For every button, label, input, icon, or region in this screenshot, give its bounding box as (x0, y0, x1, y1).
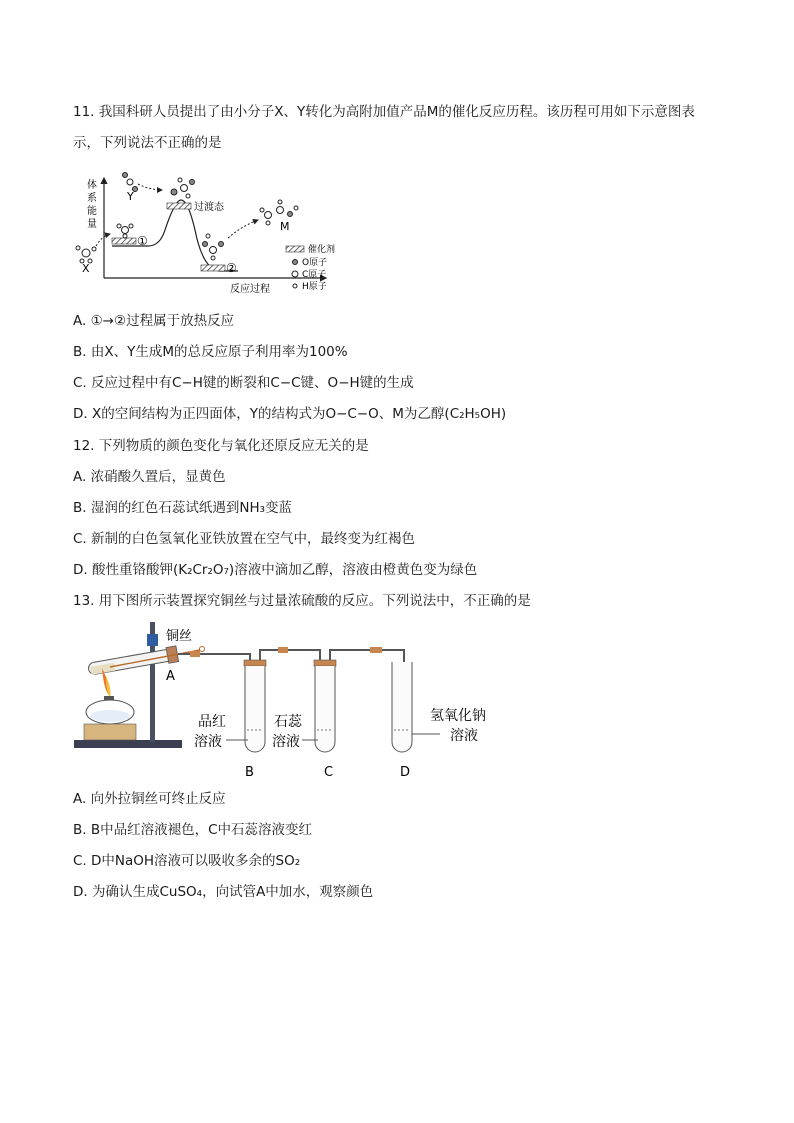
legend-o: O原子 (302, 258, 328, 268)
q13-option-a: A. 向外拉铜丝可终止反应 (73, 791, 226, 807)
q12-option-d: D. 酸性重铬酸钾(K₂Cr₂O₇)溶液中滴加乙醇，溶液由橙黄色变为绿色 (73, 562, 478, 578)
transition-label: 过渡态 (194, 202, 224, 213)
legend (286, 243, 335, 292)
transition-molecule (171, 178, 195, 198)
energy-diagram (70, 170, 370, 300)
test-tube-c (314, 660, 336, 752)
b-solution-label-2: 溶液 (194, 734, 222, 750)
molecule-x (76, 246, 96, 263)
q13-option-c: C. D中NaOH溶液可以吸收多余的SO₂ (73, 853, 301, 869)
q11-stem-line1: 11. 我国科研人员提出了由小分子X、Y转化为高附加值产品M的催化反应历程。该历程可用如下示意图表 (73, 104, 695, 120)
q11-stem-line2: 示，下列说法不正确的是 (73, 135, 222, 151)
wood-block (84, 724, 136, 740)
q12-option-c: C. 新制的白色氢氧化亚铁放置在空气中，最终变为红褐色 (73, 531, 416, 547)
legend-h: H原子 (302, 282, 327, 292)
molecule-m (260, 200, 298, 225)
c-solution-label-2: 溶液 (272, 734, 300, 750)
x-label: X (82, 262, 90, 275)
q12-option-b: B. 湿润的红色石蕊试纸遇到NH₃变蓝 (73, 500, 293, 516)
q11-option-b: B. 由X、Y生成M的总反应原子利用率为100% (73, 344, 348, 360)
clamp-holder (147, 634, 158, 646)
y-axis-label-4: 量 (87, 219, 97, 230)
c-solution-label-1: 石蕊 (274, 714, 302, 730)
test-tube-d (392, 662, 412, 752)
d-solution-label-1: 氢氧化钠 (430, 708, 486, 724)
label-b: B (245, 765, 254, 780)
q11-option-d: D. X的空间结构为正四面体，Y的结构式为O−C−O、M为乙醇(C₂H₅OH) (73, 406, 507, 422)
legend-c: C原子 (302, 270, 327, 280)
b-solution-label-1: 品红 (198, 714, 226, 730)
label-a: A (166, 669, 175, 684)
test-tube-a (87, 646, 178, 677)
q13-option-b: B. B中品红溶液褪色，C中石蕊溶液变红 (73, 822, 313, 838)
d-solution-label-2: 溶液 (450, 728, 478, 744)
q12-option-a: A. 浓硝酸久置后，显黄色 (73, 469, 226, 485)
stand-base (74, 740, 182, 748)
catalyst-transition (167, 203, 191, 209)
x-axis-label: 反应过程 (230, 284, 270, 295)
q11-option-c: C. 反应过程中有C−H键的断裂和C−C键、O−H键的生成 (73, 375, 414, 391)
catalyst-2 (201, 265, 225, 271)
q12-stem: 12. 下列物质的颜色变化与氧化还原反应无关的是 (73, 438, 369, 454)
q13-option-d: D. 为确认生成CuSO₄，向试管A中加水，观察颜色 (73, 884, 374, 900)
y-axis-label-1: 体 (87, 180, 97, 191)
copper-wire-label: 铜丝 (166, 629, 193, 644)
adsorbed-molecule-2 (203, 234, 224, 260)
catalyst-1 (112, 238, 136, 244)
molecule-y (123, 173, 138, 192)
legend-catalyst: 催化剂 (308, 245, 336, 255)
q11-option-a: A. ①→②过程属于放热反应 (73, 313, 235, 329)
step1-label: ① (137, 234, 148, 248)
q13-stem: 13. 用下图所示装置探究铜丝与过量浓硫酸的反应。下列说法中，不正确的是 (73, 593, 531, 609)
y-axis-label-3: 能 (87, 206, 97, 217)
adsorbed-molecule-1 (117, 224, 133, 238)
y-axis-label-2: 系 (87, 193, 97, 204)
label-c: C (324, 765, 334, 780)
apparatus-diagram (70, 612, 510, 782)
copper-wire-loop (200, 647, 205, 652)
m-label: M (280, 220, 290, 233)
step2-label: ② (226, 261, 237, 275)
y-label: Y (127, 190, 134, 203)
label-d: D (400, 765, 411, 780)
test-tube-b (244, 660, 266, 752)
